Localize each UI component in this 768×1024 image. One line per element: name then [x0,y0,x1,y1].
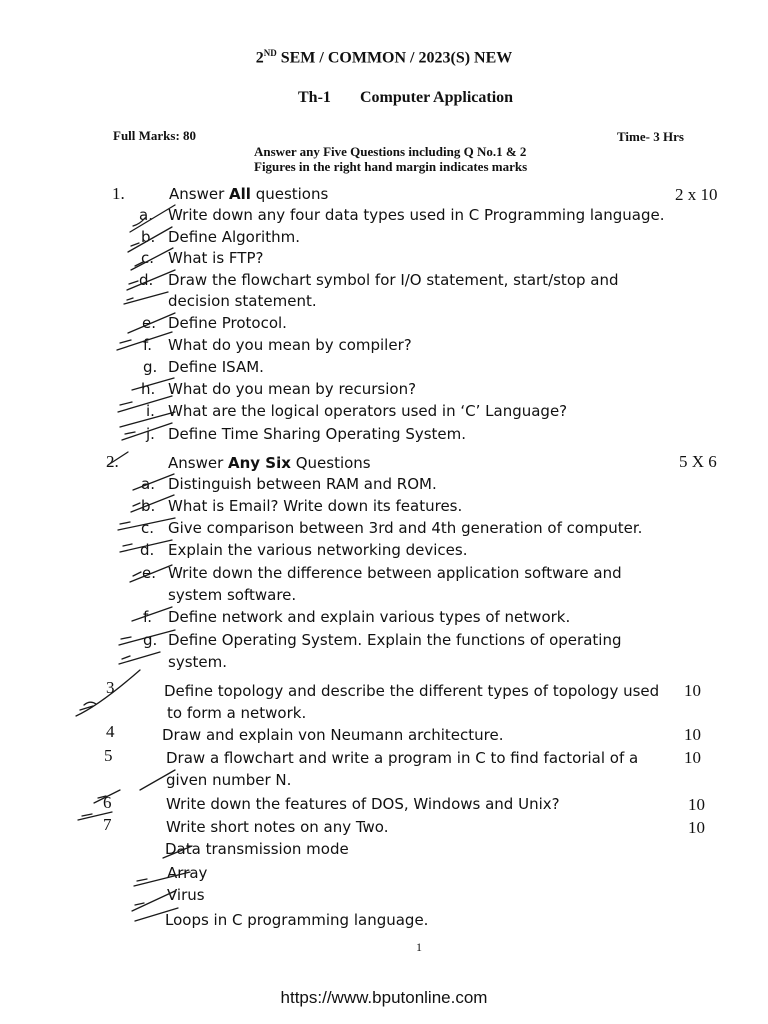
q4-text-line1: Draw and explain von Neumann architecture. [162,726,504,744]
short-note-item: Loops in C programming language. [165,911,429,929]
page-number: 1 [416,940,422,954]
q2-intro-post: Questions [290,454,371,472]
q5-text-line2: given number N. [166,771,292,789]
q2-marks: 5 X 6 [679,452,717,471]
paper-title: Computer Application [360,89,514,106]
q2-item-label: g. [143,631,158,649]
q2-item-text: Give comparison between 3rd and 4th generation of computer. [168,519,643,537]
q2-item-text: Explain the various networking devices. [168,541,468,559]
source-url[interactable]: https://www.bputonline.com [280,988,488,1007]
q2-item-text: system. [168,653,227,671]
q2-item-text: What is Email? Write down its features. [168,497,463,515]
q1-intro-pre: Answer [169,185,230,203]
q1-item-label: h. [141,380,156,398]
q6-marks: 10 [688,795,705,814]
q1-item-label: a. [139,206,153,224]
q1-item-label: f. [143,336,152,354]
q6-text-line1: Write down the features of DOS, Windows and Unix? [166,795,560,813]
q2-item-text: system software. [168,586,297,604]
q1-item-label: e. [142,314,156,332]
q1-item-label: j. [146,425,155,443]
q2-intro-pre: Answer [168,454,229,472]
short-note-item: Array [167,864,208,882]
q1-item-label: i. [146,402,155,420]
q2-item-text: Write down the difference between application software and [168,564,622,582]
q5-number: 5 [104,746,113,765]
q1-item-text: What is FTP? [168,249,264,267]
q1-item-text: Define Protocol. [168,314,287,332]
q1-item-text: Write down any four data types used in C Programming language. [168,206,665,224]
short-note-item: Virus [167,886,205,904]
q7-marks: 10 [688,818,705,837]
q1-item-text: Define Time Sharing Operating System. [168,425,467,443]
sem-superscript: ND [263,48,277,58]
q1-item-text: Define Algorithm. [168,228,300,246]
q2-item-text: Define network and explain various types of network. [168,608,571,626]
q1-item-text: What are the logical operators used in ‘C’ Language? [168,402,568,420]
q7-text-line1: Write short notes on any Two. [166,818,389,836]
q5-marks: 10 [684,748,701,767]
q3-text-line2: to form a network. [167,704,307,722]
q2-item-text: Define Operating System. Explain the functions of operating [168,631,622,649]
q2-number: 2. [106,452,119,471]
q6-number: 6 [103,793,112,812]
q2-item-label: b. [141,497,156,515]
q5-text-line1: Draw a flowchart and write a program in C to find factorial of a [166,749,639,767]
q1-item-text: Define ISAM. [168,358,264,376]
q2-item-label: c. [141,519,155,537]
q2-item-text: Distinguish between RAM and ROM. [168,475,437,493]
q1-marks: 2 x 10 [675,185,718,204]
q3-marks: 10 [684,681,701,700]
short-note-item: Data transmission mode [165,840,349,858]
q1-item-label: b. [141,228,156,246]
paper-code: Th-1 [298,89,331,106]
q1-item-text: What do you mean by recursion? [168,380,417,398]
q3-number: 3 [106,678,115,697]
q4-marks: 10 [684,725,701,744]
sem-title: SEM / COMMON / 2023(S) NEW [276,49,513,67]
sem-number: 2 [255,49,264,67]
q2-intro-bold: Any Six [228,454,291,472]
q1-item-text: Draw the flowchart symbol for I/O statement, start/stop and [168,271,619,289]
q2-item-label: f. [143,608,152,626]
q1-item-text: What do you mean by compiler? [168,336,412,354]
q1-item-label: g. [143,358,158,376]
q4-number: 4 [106,722,115,741]
q1-item-text: decision statement. [168,292,317,310]
q2-item-label: d. [140,541,155,559]
q1-intro-bold: All [229,185,251,203]
q3-text-line1: Define topology and describe the different types of topology used [164,682,660,700]
q2-item-label: a. [141,475,155,493]
q1-number: 1. [112,184,125,203]
q1-item-label: d. [139,271,154,289]
time-allowed: Time- 3 Hrs [617,129,684,144]
full-marks: Full Marks: 80 [113,128,197,143]
q1-intro-post: questions [250,185,329,203]
instruction-line-1: Answer any Five Questions including Q No.1 & 2 [254,144,527,159]
q2-item-label: e. [142,564,156,582]
instruction-line-2: Figures in the right hand margin indicates marks [254,159,528,174]
q1-item-label: c. [141,249,155,267]
q7-number: 7 [103,815,112,834]
